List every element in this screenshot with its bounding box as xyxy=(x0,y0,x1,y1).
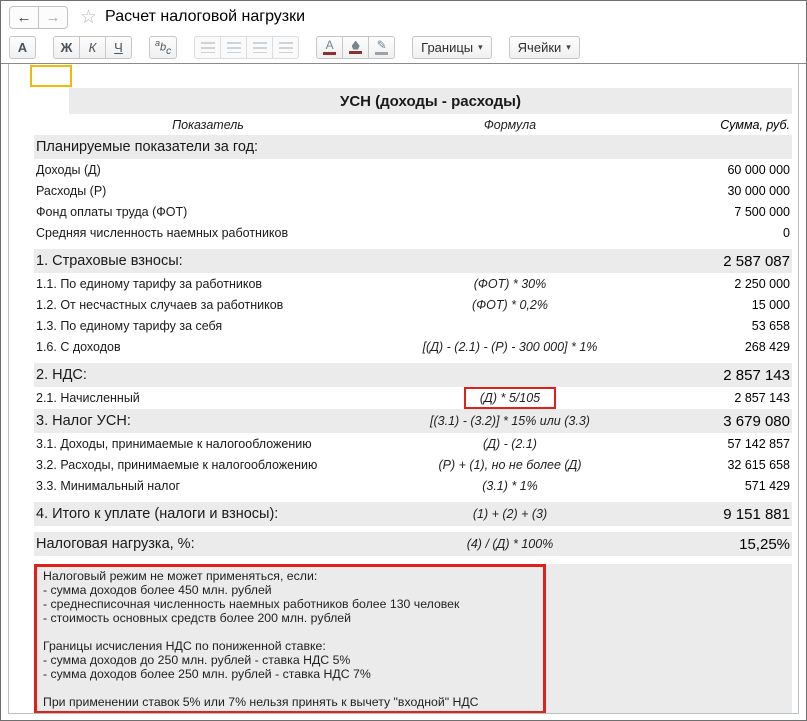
page-title: Расчет налоговой нагрузки xyxy=(105,8,306,25)
spreadsheet-frame xyxy=(8,64,799,714)
row-formula: (ФОТ) * 30% xyxy=(473,276,547,291)
row-value: 53 658 xyxy=(751,318,790,333)
row-value: 57 142 857 xyxy=(727,436,790,451)
align-left-button[interactable] xyxy=(194,36,221,59)
table-row[interactable] xyxy=(34,454,792,475)
row-label: 3.3. Минимальный налог xyxy=(36,478,181,493)
back-button[interactable] xyxy=(10,7,38,28)
text-color-icon: A xyxy=(323,40,336,55)
align-justify-button[interactable] xyxy=(272,36,299,59)
borders-dropdown-button[interactable] xyxy=(412,36,492,59)
underline-button[interactable] xyxy=(105,36,132,59)
forward-button[interactable] xyxy=(38,7,67,28)
row-label: 1.3. По единому тарифу за себя xyxy=(36,318,223,333)
row-label: Фонд оплаты труда (ФОТ) xyxy=(36,204,188,219)
note-line: Налоговый режим не может применяться, если: xyxy=(43,569,318,583)
row-value: 2 857 143 xyxy=(723,366,790,384)
sheet-content xyxy=(34,88,792,714)
row-formula: (4) / (Д) * 100% xyxy=(466,537,554,551)
align-center-button[interactable] xyxy=(220,36,247,59)
nav-buttons xyxy=(9,6,68,29)
align-center-icon xyxy=(227,42,241,53)
note-line: - стоимость основных средств более 200 млн. рублей xyxy=(43,611,351,625)
row-label: 4. Итого к уплате (налоги и взносы): xyxy=(36,506,279,522)
note-line: - среднесписочная численность наемных работников более 130 человек xyxy=(43,597,460,611)
table-row[interactable] xyxy=(34,315,792,336)
sheet-table xyxy=(34,135,792,556)
sheet-title: УСН (доходы - расходы) xyxy=(340,92,521,110)
align-right-button[interactable] xyxy=(246,36,273,59)
font-style-group xyxy=(53,36,132,59)
row-formula: (Д) - (2.1) xyxy=(483,436,537,451)
text-color-button[interactable] xyxy=(316,36,343,59)
row-value: 3 679 080 xyxy=(723,412,790,430)
format-toolbar xyxy=(9,34,798,60)
row-label: 3.1. Доходы, принимаемые к налогообложению xyxy=(36,436,312,451)
row-label: Расходы (Р) xyxy=(36,183,107,198)
table-row[interactable] xyxy=(34,363,792,387)
borders-label: Границы xyxy=(421,39,474,55)
highlighted-formula: (Д) * 5/105 xyxy=(464,387,556,409)
row-value: 15,25% xyxy=(739,535,790,553)
align-justify-icon xyxy=(279,42,293,53)
table-row[interactable] xyxy=(34,273,792,294)
row-label: 1.6. С доходов xyxy=(36,339,121,354)
note-line xyxy=(43,625,537,639)
fill-color-icon xyxy=(349,41,362,54)
row-formula: [(3.1) - (3.2)] * 15% или (3.3) xyxy=(430,414,590,428)
column-formula: Формула xyxy=(483,117,537,132)
note-band xyxy=(34,564,792,714)
row-value: 15 000 xyxy=(751,297,790,312)
text-case-icon: $^ab_c$ xyxy=(155,37,172,57)
table-row[interactable] xyxy=(34,409,792,433)
row-label: Средняя численность наемных работников xyxy=(36,225,289,240)
note-line: Границы исчисления НДС по пониженной ставке: xyxy=(43,639,326,653)
row-value: 32 615 658 xyxy=(727,457,790,472)
row-label: 2.1. Начисленный xyxy=(36,391,140,405)
row-formula: (ФОТ) * 0,2% xyxy=(472,297,548,312)
cells-dropdown-button[interactable] xyxy=(509,36,580,59)
table-row[interactable] xyxy=(34,222,792,243)
warning-note-box[interactable] xyxy=(34,564,546,714)
sheet-title-row[interactable] xyxy=(69,88,792,114)
note-line: При применении ставок 5% или 7% нельзя принять к вычету "входной" НДС xyxy=(43,695,479,709)
pencil-icon: ✎ xyxy=(375,40,388,55)
italic-button[interactable] xyxy=(79,36,106,59)
table-row[interactable] xyxy=(34,201,792,222)
row-label: 1.2. От несчастных случаев за работников xyxy=(36,297,284,312)
align-right-icon xyxy=(253,42,267,53)
fill-color-button[interactable] xyxy=(342,36,369,59)
row-label: 1. Страховые взносы: xyxy=(36,253,183,269)
forward-arrow-icon: → xyxy=(45,8,61,26)
row-formula: (Р) + (1), но не более (Д) xyxy=(438,457,582,472)
window-header xyxy=(1,1,806,33)
border-color-button[interactable] xyxy=(368,36,395,59)
chevron-down-icon: ▾ xyxy=(478,41,483,52)
note-line: - сумма доходов до 250 млн. рублей - ставка НДС 5% xyxy=(43,653,351,667)
selected-cell[interactable] xyxy=(30,65,72,87)
favorite-star-icon[interactable]: ☆ xyxy=(80,6,98,28)
cells-label: Ячейки xyxy=(517,39,562,55)
alignment-group xyxy=(194,36,299,59)
note-line: - сумма доходов более 250 млн. рублей - ставка НДС 7% xyxy=(43,667,371,681)
text-case-button[interactable] xyxy=(149,36,177,59)
row-label: 1.1. По единому тарифу за работников xyxy=(36,276,263,291)
row-label: 3. Налог УСН: xyxy=(36,413,131,429)
chevron-down-icon: ▾ xyxy=(566,41,571,52)
note-line: - сумма доходов более 450 млн. рублей xyxy=(43,583,272,597)
row-label: Планируемые показатели за год: xyxy=(36,139,259,155)
row-value: 30 000 000 xyxy=(727,183,790,198)
row-value: 7 500 000 xyxy=(734,204,790,219)
row-value: 2 250 000 xyxy=(734,276,790,291)
row-label: 2. НДС: xyxy=(36,367,87,383)
align-left-icon xyxy=(201,42,215,53)
row-formula: (1) + (2) + (3) xyxy=(472,507,548,521)
row-formula: [(Д) - (2.1) - (Р) - 300 000] * 1% xyxy=(422,339,598,354)
table-row[interactable] xyxy=(34,294,792,315)
table-row[interactable] xyxy=(34,180,792,201)
table-row[interactable] xyxy=(34,249,792,273)
row-value: 268 429 xyxy=(744,339,790,354)
font-button[interactable] xyxy=(9,36,36,59)
spreadsheet-area xyxy=(1,63,806,720)
row-value: 9 151 881 xyxy=(723,505,790,523)
table-row[interactable] xyxy=(34,433,792,454)
row-value: 571 429 xyxy=(744,478,790,493)
underline-label: Ч xyxy=(114,39,123,55)
table-row[interactable] xyxy=(34,475,792,496)
table-row[interactable] xyxy=(34,387,792,409)
italic-label: К xyxy=(88,39,97,55)
note-line xyxy=(43,681,537,695)
row-value: 2 587 087 xyxy=(723,252,790,270)
row-label: Доходы (Д) xyxy=(36,162,101,177)
row-value: 0 xyxy=(783,225,790,240)
row-formula xyxy=(380,387,640,409)
row-label: Налоговая нагрузка, %: xyxy=(36,536,195,552)
table-row[interactable] xyxy=(34,135,792,159)
table-row[interactable] xyxy=(34,336,792,357)
back-arrow-icon: ← xyxy=(16,8,32,26)
table-row[interactable] xyxy=(34,502,792,526)
color-group xyxy=(316,36,395,59)
row-formula: (3.1) * 1% xyxy=(482,478,538,493)
row-label: 3.2. Расходы, принимаемые к налогообложению xyxy=(36,457,318,472)
row-value: 60 000 000 xyxy=(727,162,790,177)
row-value: 2 857 143 xyxy=(734,391,790,405)
bold-button[interactable] xyxy=(53,36,80,59)
column-amount: Сумма, руб. xyxy=(720,117,790,132)
table-row[interactable] xyxy=(34,532,792,556)
column-header-row[interactable] xyxy=(34,114,792,135)
column-indicator: Показатель xyxy=(172,117,244,132)
font-label: A xyxy=(17,39,28,55)
table-row[interactable] xyxy=(34,159,792,180)
bold-label: Ж xyxy=(60,39,73,55)
